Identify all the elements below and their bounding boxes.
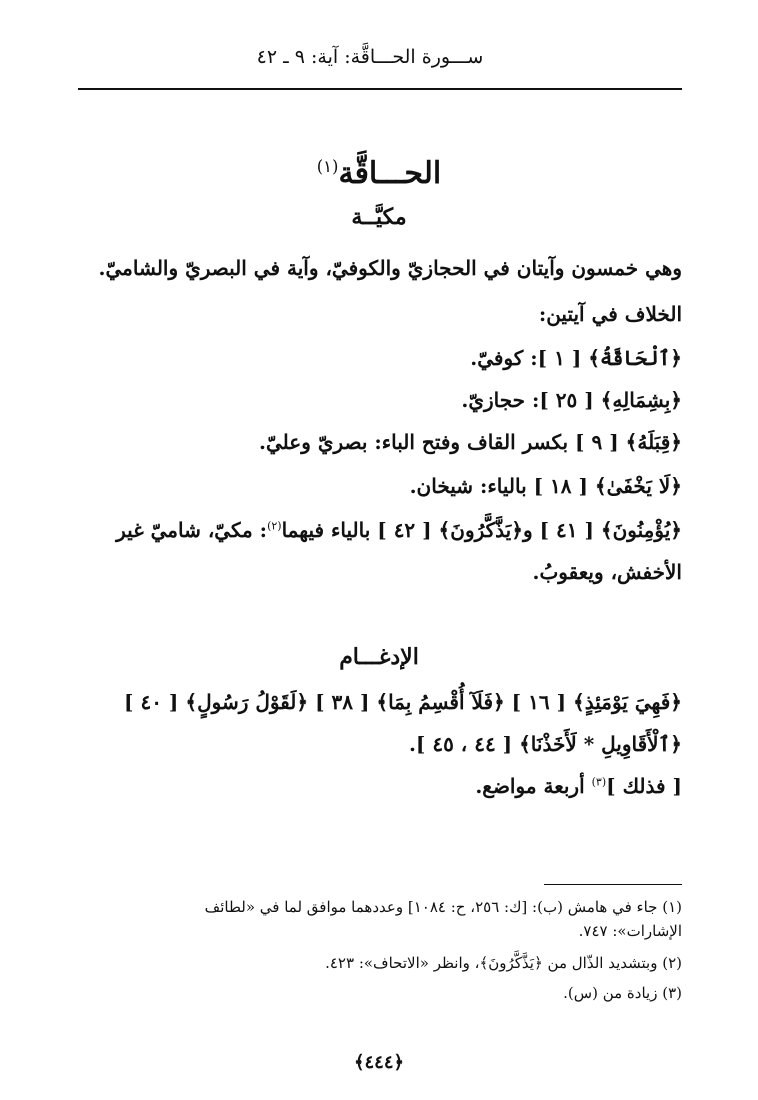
footnote-rule — [544, 884, 682, 885]
idgham-line: ﴿فَهِيَ يَوْمَئِذٍ﴾ [ ١٦ ] ﴿فَلَآ أُقْسِمُ بِمَا﴾ [ ٣٨ ] ﴿لَقَوْلُ رَسُولٍ﴾ [ ٤٠ ] — [124, 690, 682, 714]
footnote-ref-2[interactable]: (٢) — [267, 519, 282, 533]
variant-item: ﴿قِبَلَهُ﴾ [ ٩ ] بكسر القاف وفتح الباء: بصريّ وعليّ. — [259, 430, 682, 454]
idgham-summary-end: أربعة مواضع. — [475, 774, 592, 798]
header-rule — [78, 88, 682, 90]
verse-count-line: وهي خمسون وآيتان في الحجازيّ والكوفيّ، وآية في البصريّ والشاميّ. — [98, 256, 682, 280]
variant-yuminun-line-2: الأخفش، ويعقوبُ. — [532, 560, 682, 584]
footnote-ref-3[interactable]: (٣) — [591, 775, 607, 789]
khilaf-item: ﴿بِشِمَالِهِ﴾ [ ٢٥ ]: حجازيّ. — [461, 388, 682, 412]
footnote-1: (١) جاء في هامش (ب): [ك: ٢٥٦، ح: ١٠٨٤] وعددهما موافق لما في «لطائف — [204, 898, 682, 916]
idgham-summary — [72, 774, 682, 798]
variant-yuminun-line — [72, 518, 682, 542]
footnote-2: (٢) وبتشديد الذّال من ﴿يَذَّكَّرُونَ﴾، وانظر «الاتحاف»: ٤٢٣. — [325, 954, 682, 972]
surah-title-text: الحـــاقَّة — [338, 156, 442, 191]
page-number: ﴿٤٤٤﴾ — [353, 1052, 405, 1073]
idgham-line: ﴿ٱلْأَقَاوِيلِ * لَأَخَذْنَا﴾ [ ٤٤ ، ٤٥ ]. — [408, 732, 682, 756]
variant-yuminun-text: ﴿يُؤْمِنُونَ﴾ [ ٤١ ] و﴿يَذَّكَّرُونَ﴾ [ ٤٢ ] بالياء فيهما — [281, 518, 682, 542]
footnote-3: (٣) زيادة من (س). — [563, 984, 682, 1002]
variant-yuminun-readers: : مكيّ، شاميّ غير — [116, 518, 268, 542]
khilaf-heading: الخلاف في آيتين: — [538, 302, 682, 326]
footnote-ref-1[interactable]: (١) — [316, 157, 339, 176]
idgham-heading: الإدغـــام — [339, 644, 419, 670]
khilaf-item: ﴿ٱلْحَاقَّةُ﴾ [ ١ ]: كوفيّ. — [470, 346, 682, 370]
variant-item: ﴿لَا يَخْفَىٰ﴾ [ ١٨ ] بالياء: شيخان. — [409, 474, 682, 498]
running-head: ســـورة الحـــاقَّة: آية: ٩ ـ ٤٢ — [256, 46, 484, 68]
surah-title — [0, 156, 758, 191]
footnote-1-continued: الإشارات»: ٧٤٧. — [578, 922, 682, 940]
idgham-summary-start: [ فذلك ] — [606, 774, 682, 798]
surah-type: مكيَّــة — [351, 204, 407, 230]
